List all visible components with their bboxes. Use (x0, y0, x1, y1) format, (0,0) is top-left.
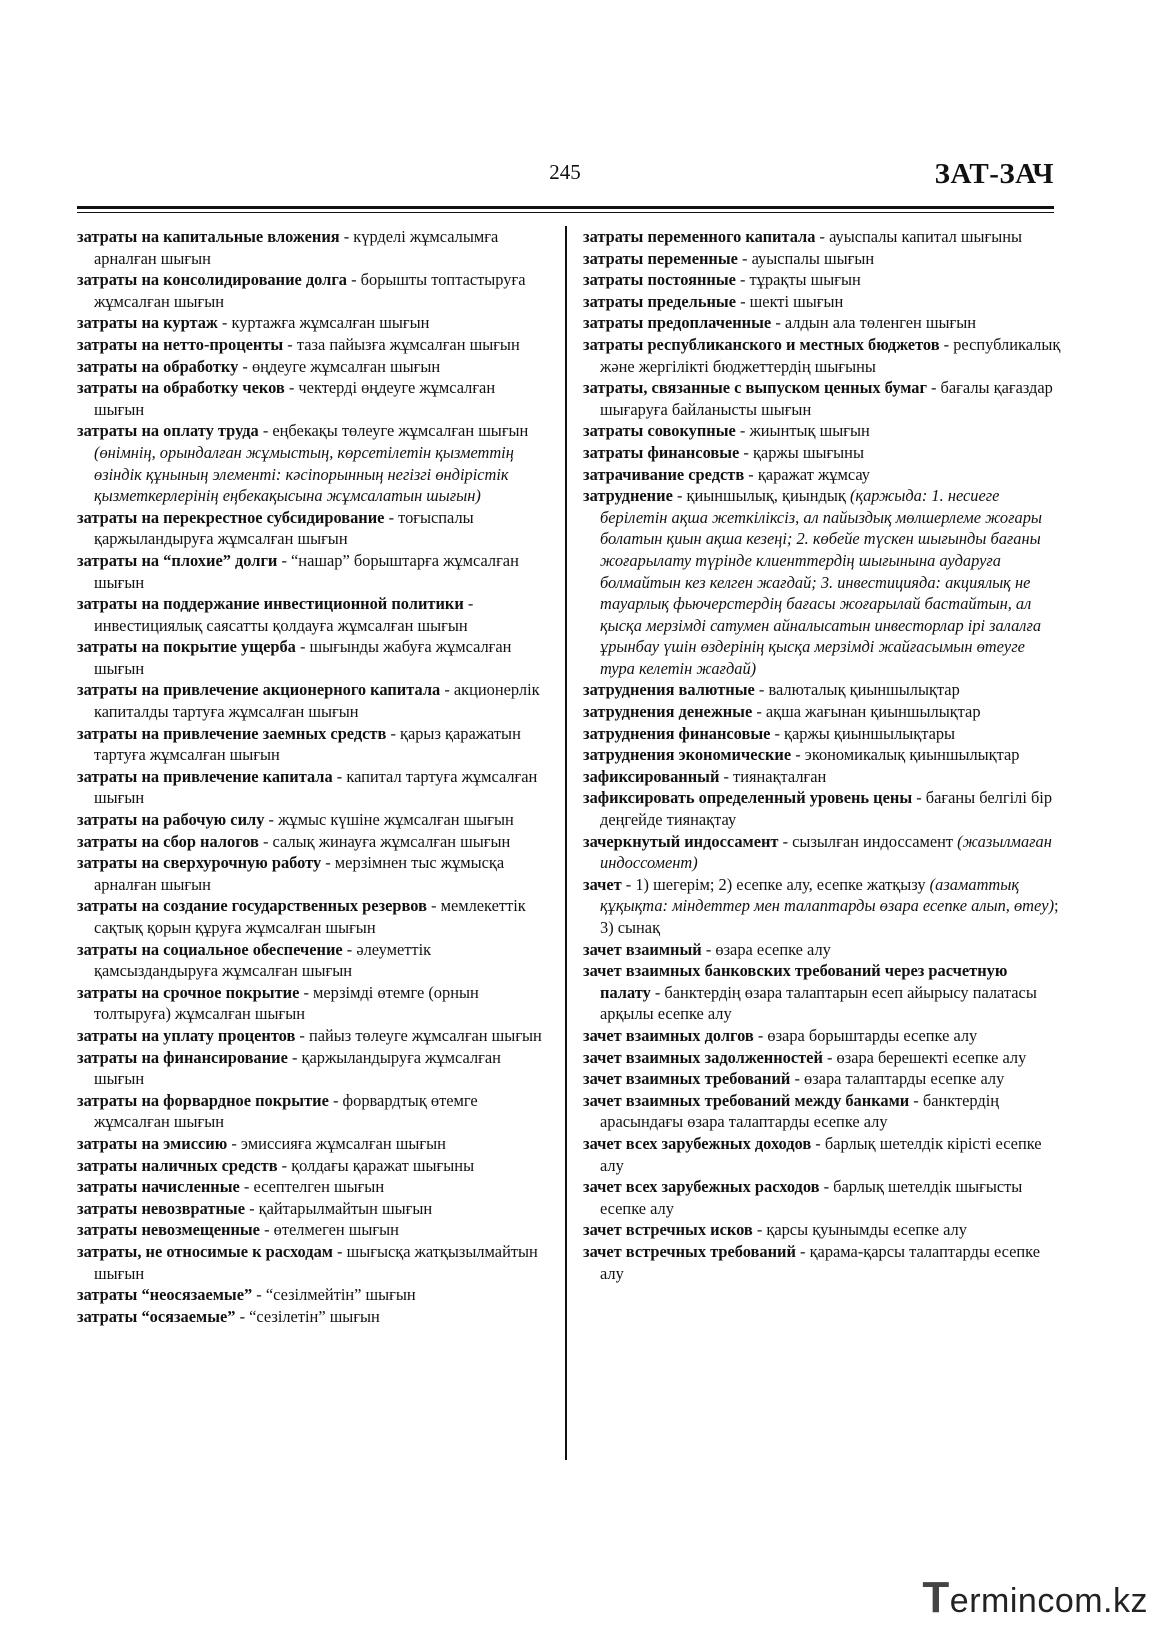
entry-note: (өнімнің, орындалған жұмыстың, көрсетілетін қызметтің өзіндік құнының элементі: кәсіпорынның негізгі өндірістік қызметкерлерінің еңбекақысына жұмсалатын шығын) (94, 442, 514, 506)
entry-definition: - ауыспалы капитал шығыны (815, 227, 1023, 246)
entry-definition: - салық жинауға жұмсалған шығын (258, 831, 511, 851)
entry-term: затраты на обработку (77, 356, 239, 376)
entry-term: затраты на рабочую силу (77, 810, 265, 830)
entry-definition: - шекті шығын (736, 291, 844, 311)
entry-term: затрачивание средств (583, 464, 745, 484)
entry-term: затраты на сбор налогов (77, 831, 259, 851)
entry-definition: - өзара берешекті есепке алу (822, 1047, 1027, 1067)
entry-term: затраты на создание государственных резервов (77, 896, 427, 916)
watermark-text: ermincom.kz (949, 1582, 1148, 1620)
dictionary-entry (77, 831, 547, 853)
entry-term: затруднения денежные (583, 702, 753, 722)
dictionary-entry (77, 1047, 547, 1090)
entry-definition: - әлеуметтік қамсыздандыруға жұмсалған шығын (94, 939, 432, 981)
entry-definition: - қарыз қаражатын тартуға жұмсалған шығын (94, 723, 521, 765)
entry-term: затраты на нетто-проценты (77, 334, 284, 354)
dictionary-entry (583, 1047, 1061, 1069)
entry-definition: - қиыншылық, қиындық (672, 486, 850, 506)
entry-definition: - тоғыспалы қаржыландыруға жұмсалған шығын (94, 507, 474, 549)
entry-definition: - өзара талаптарды есепке алу (790, 1069, 1005, 1089)
entry-term: затруднения экономические (583, 745, 792, 765)
entry-term: зачет взаимных долгов (583, 1025, 754, 1045)
entry-term: затруднения финансовые (583, 723, 771, 743)
dictionary-entry (77, 1155, 547, 1177)
entry-term: затраты на срочное покрытие (77, 982, 300, 1002)
dictionary-entry (77, 377, 547, 420)
dictionary-entry (77, 269, 547, 312)
entry-term: затраты “осязаемые” (77, 1306, 236, 1326)
dictionary-entry (583, 831, 1061, 874)
dictionary-entry (583, 1241, 1061, 1284)
entry-term: затраты на поддержание инвестиционной политики (77, 594, 464, 614)
dictionary-entry (583, 939, 1061, 961)
entry-term: зафиксированный (583, 766, 720, 786)
entry-definition: - 1) шегерім; 2) есепке алу, есепке жатқызу (621, 874, 930, 894)
entry-term: затраты на оплату труда (77, 421, 259, 441)
entry-definition: - қарама-қарсы талаптарды есепке алу (600, 1241, 1040, 1283)
entry-definition: - бағалы қағаздар шығаруға байланысты шығын (600, 378, 1053, 419)
entry-term: затраты на покрытие ущерба (77, 637, 296, 657)
entry-definition: - республикалық және жергілікті бюджеттердің шығыны (600, 334, 1061, 376)
dictionary-entry (583, 701, 1061, 723)
entry-definition: - өзара борыштарды есепке алу (753, 1025, 978, 1045)
entry-definition: - жиынтық шығын (735, 421, 870, 441)
dictionary-entry (77, 1090, 547, 1133)
entry-definition: - қарсы қуынымды есепке алу (752, 1220, 967, 1240)
dictionary-entry (77, 939, 547, 982)
entry-term: затраты невозвратные (77, 1198, 245, 1218)
entry-term: зачет встречных требований (583, 1241, 796, 1261)
entry-definition: - бағаны белгілі бір деңгейде тиянақтау (600, 788, 1053, 830)
entry-term: зачет взаимных задолженностей (583, 1047, 823, 1067)
entry-term: затраты на эмиссию (77, 1133, 228, 1153)
entry-definition: - банктердің өзара талаптарын есеп айырысу палатасы арқылы есепке алу (600, 982, 1037, 1024)
entry-term: зачет всех зарубежных расходов (583, 1177, 820, 1197)
watermark-logo (922, 1573, 1148, 1623)
entry-definition: - чектерді өңдеуге жұмсалған шығын (94, 378, 496, 419)
entry-definition: - борышты топтастыруға жұмсалған шығын (94, 270, 526, 311)
entry-definition: - капитал тартуға жұмсалған шығын (94, 766, 538, 808)
entry-definition: - өтелмеген шығын (259, 1220, 399, 1240)
entry-term: затраты наличных средств (77, 1155, 278, 1175)
dictionary-entry (77, 809, 547, 831)
entry-definition: - “сезілетін” шығын (235, 1306, 380, 1326)
dictionary-entry (583, 464, 1061, 486)
entry-term: зачеркнутый индоссамент (583, 831, 779, 851)
dictionary-entry (583, 787, 1061, 830)
dictionary-entry (583, 960, 1061, 1025)
entry-definition: - қаржы қиыншылықтары (770, 723, 956, 743)
dictionary-entry (583, 1219, 1061, 1241)
entry-term: затраты, не относимые к расходам (77, 1241, 333, 1261)
entry-term: затраты республиканского и местных бюджетов (583, 334, 940, 354)
entry-term: зачет взаимных банковских требований через расчетную палату (583, 961, 1008, 1002)
dictionary-entry (583, 1025, 1061, 1047)
entry-term: затраты на уплату процентов (77, 1025, 296, 1045)
entry-term: затраты невозмещенные (77, 1220, 260, 1240)
dictionary-entry (77, 1219, 547, 1241)
entry-definition: - есептелген шығын (239, 1177, 385, 1197)
entry-term: зачет встречных исков (583, 1220, 753, 1240)
dictionary-entry (583, 420, 1061, 442)
entry-definition: - акционерлік капиталды тартуға жұмсалған шығын (94, 680, 540, 722)
entry-term: затраты на привлечение капитала (77, 766, 333, 786)
entry-definition: ; 3) сынақ (600, 896, 1059, 937)
entry-definition: - куртажға жұмсалған шығын (217, 313, 430, 333)
entry-definition: - инвестициялық саясатты қолдауға жұмсалған шығын (94, 594, 474, 635)
dictionary-entry (77, 550, 547, 593)
header-rule-thin (77, 212, 1054, 213)
entry-definition: - эмиссияға жұмсалған шығын (227, 1133, 446, 1153)
dictionary-entry (583, 723, 1061, 745)
dictionary-entry (77, 723, 547, 766)
dictionary-entry (77, 895, 547, 938)
entry-definition: - қолдағы қаражат шығыны (277, 1155, 475, 1175)
dictionary-entry (583, 226, 1061, 248)
entry-definition: - еңбекақы төлеуге жұмсалған шығын (258, 421, 529, 441)
entry-note: (жазылмаған индоссомент) (600, 831, 1052, 873)
dictionary-entry (77, 1284, 547, 1306)
entry-term: затраты финансовые (583, 442, 740, 462)
dictionary-entry (77, 593, 547, 636)
entry-term: затраты на обработку чеков (77, 378, 285, 398)
entry-definition: - “нашар” борыштарға жұмсалған шығын (94, 550, 519, 592)
entry-note: (қаржыда: 1. несиеге берілетін ақша жеткіліксіз, ал пайыздық мөлшерлеме жоғары болатын қиын ақша кезеңі; 2. көбейе түскен шығынды бағаны жоғарылату түрінде клиенттердің шығынына аударуға болмайтын кез келген жағдай; 3. инвестицияда: акциялық не тауарлық фьючерстердің бағасы жоғарылай бастайтын, ал қысқа мерзімді сатумен айналысатын инвесторлар ірі залалға ұрынбау үшін өздерінің қысқа мерзімді жайғасымын өтеуге тура келетін жағдай) (600, 486, 1042, 678)
entry-definition: - барлық шетелдік шығысты есепке алу (600, 1177, 1023, 1218)
entry-definition: - өзара есепке алу (701, 939, 831, 959)
entry-definition: - форвардтық өтемге жұмсалған шығын (94, 1090, 478, 1132)
entry-term: затраты начисленные (77, 1177, 240, 1197)
dictionary-entry (77, 766, 547, 809)
entry-term: затруднения валютные (583, 680, 755, 700)
dictionary-entry (77, 1198, 547, 1220)
dictionary-entry (583, 874, 1061, 939)
dictionary-entry (77, 507, 547, 550)
entry-definition: - экономикалық қиыншылықтар (791, 745, 1020, 765)
dictionary-entry (583, 1176, 1061, 1219)
dictionary-entry (77, 1241, 547, 1284)
entry-definition: - алдын ала төленген шығын (771, 313, 977, 333)
dictionary-entry (583, 269, 1061, 291)
entry-term: зачет (583, 874, 622, 894)
entry-term: зачет взаимных требований между банками (583, 1090, 910, 1110)
section-title: ЗАТ-ЗАЧ (934, 158, 1054, 190)
dictionary-entry (583, 442, 1061, 464)
entry-definition: - шығынды жабуға жұмсалған шығын (94, 637, 512, 678)
entry-definition: - банктердің арасындағы өзара талаптарды есепке алу (600, 1090, 1000, 1132)
entry-term: затраты предельные (583, 291, 737, 311)
entry-term: затраты совокупные (583, 421, 736, 441)
dictionary-entry (583, 1068, 1061, 1090)
dictionary-entry (77, 679, 547, 722)
entry-definition: - тиянақталған (719, 766, 827, 786)
column-divider (565, 226, 567, 1460)
entry-definition: - мерзімнен тыс жұмысқа арналған шығын (94, 853, 505, 894)
entry-term: затраты на привлечение заемных средств (77, 723, 387, 743)
dictionary-entry (77, 1025, 547, 1047)
entry-definition: - мерзімді өтемге (орнын толтыруға) жұмсалған шығын (94, 982, 479, 1024)
entry-definition: - валюталық қиыншылықтар (754, 680, 960, 700)
dictionary-entry (77, 356, 547, 378)
entry-term: затраты постоянные (583, 270, 736, 290)
entry-definition: - қаржы шығыны (739, 442, 864, 462)
dictionary-entry (583, 248, 1061, 270)
entry-definition: - сызылған индоссамент (778, 831, 958, 851)
entry-note: (азаматтық құқықта: міндеттер мен талаптарды өзара есепке алып, өтеу) (600, 874, 1055, 916)
entry-term: затраты на социальное обеспечение (77, 939, 343, 959)
dictionary-entry (583, 1133, 1061, 1176)
dictionary-entry (583, 1090, 1061, 1133)
entry-term: затраты переменные (583, 248, 738, 268)
dictionary-entry (583, 766, 1061, 788)
dictionary-entry (77, 1176, 547, 1198)
dictionary-entry (583, 334, 1061, 377)
entry-definition: - тұрақты шығын (735, 270, 861, 290)
entry-term: зачет взаимных требований (583, 1069, 791, 1089)
entry-term: затраты на привлечение акционерного капитала (77, 680, 441, 700)
dictionary-entry (77, 334, 547, 356)
entry-definition: - пайыз төлеуге жұмсалған шығын (295, 1025, 542, 1045)
entry-term: зафиксировать определенный уровень цены (583, 788, 913, 808)
dictionary-entry (583, 744, 1061, 766)
entry-definition: - ауыспалы шығын (737, 248, 875, 268)
entry-term: затраты на сверхурочную работу (77, 853, 322, 873)
dictionary-entry (583, 312, 1061, 334)
dictionary-entry (77, 420, 547, 506)
entry-definition: - жұмыс күшіне жұмсалған шығын (264, 810, 514, 830)
entry-definition: - қаражат жұмсау (744, 464, 870, 484)
dictionary-entry (583, 377, 1061, 420)
watermark-initial: T (922, 1573, 950, 1622)
dictionary-entry (77, 1133, 547, 1155)
dictionary-entry (77, 312, 547, 334)
entry-definition: - мемлекеттік сақтық қорын құруға жұмсалған шығын (94, 896, 526, 937)
entry-term: зачет взаимный (583, 939, 702, 959)
page-number: 245 (549, 160, 581, 184)
dictionary-entry (583, 485, 1061, 679)
entry-definition: - қаржыландыруға жұмсалған шығын (94, 1047, 501, 1089)
entry-definition: - “сезілмейтін” шығын (252, 1285, 416, 1305)
entry-term: затраты предоплаченные (583, 313, 772, 333)
dictionary-entry (77, 226, 547, 269)
entry-definition: - таза пайызға жұмсалған шығын (283, 334, 520, 354)
left-column (77, 226, 547, 1327)
entry-definition: - қайтарылмайтын шығын (245, 1198, 433, 1218)
dictionary-entry (77, 1306, 547, 1328)
entry-term: затраты на финансирование (77, 1047, 288, 1067)
header-rule-thick (77, 206, 1054, 209)
entry-definition: - барлық шетелдік кірісті есепке алу (600, 1133, 1042, 1175)
entry-term: затраты переменного капитала (583, 227, 816, 246)
entry-term: затраты “неосязаемые” (77, 1285, 253, 1305)
entry-definition: - күрделі жұмсалымға арналған шығын (94, 227, 499, 268)
entry-term: затраты на “плохие” долги (77, 550, 278, 570)
dictionary-entry (77, 982, 547, 1025)
entry-term: затраты, связанные с выпуском ценных бумаг (583, 378, 927, 398)
entry-definition: - өңдеуге жұмсалған шығын (238, 356, 441, 376)
dictionary-entry (77, 636, 547, 679)
entry-term: затруднение (583, 486, 673, 506)
dictionary-entry (77, 852, 547, 895)
entry-term: затраты на форвардное покрытие (77, 1090, 329, 1110)
dictionary-entry (583, 679, 1061, 701)
entry-term: зачет всех зарубежных доходов (583, 1133, 812, 1153)
entry-term: затраты на капитальные вложения (77, 227, 340, 246)
entry-term: затраты на консолидирование долга (77, 270, 347, 290)
entry-definition: - ақша жағынан қиыншылықтар (752, 702, 981, 722)
right-column (583, 226, 1061, 1284)
entry-term: затраты на перекрестное субсидирование (77, 507, 385, 527)
dictionary-entry (583, 291, 1061, 313)
entry-definition: - шығысқа жатқызылмайтын шығын (94, 1241, 538, 1283)
entry-term: затраты на куртаж (77, 313, 218, 333)
